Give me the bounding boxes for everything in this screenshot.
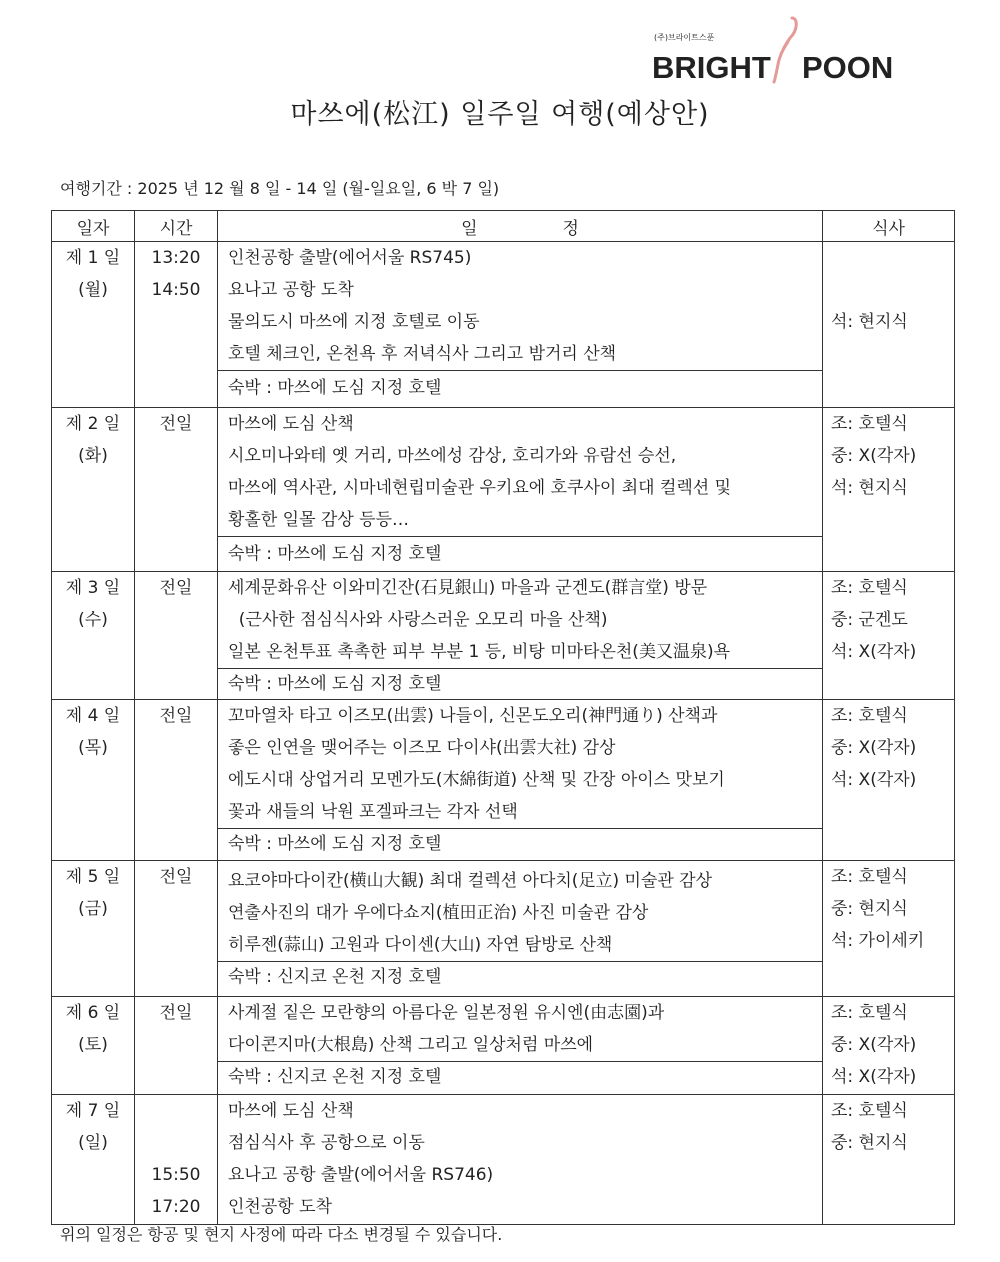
header-meal: 식사 [823, 211, 955, 242]
header-time: 시간 [135, 211, 218, 242]
time-cell [135, 408, 218, 572]
day-cell [52, 861, 135, 997]
meal-line: 조: 호텔식 [831, 867, 908, 887]
schedule-line: 마쓰에 도심 산책 [228, 414, 354, 434]
schedule-line: 요나고 공항 출발(에어서울 RS746) [228, 1165, 494, 1185]
schedule-line: 요나고 공항 도착 [228, 280, 354, 300]
logo-word-bright: BRIGHT [652, 50, 771, 85]
time-value: 13:20 [151, 248, 201, 268]
time-cell [135, 861, 218, 997]
table-header-row [52, 211, 955, 242]
schedule-cell [218, 408, 823, 572]
day-row [52, 1095, 955, 1225]
schedule-line: 마쓰에 역사관, 시마네현립미술관 우키요에 호쿠사이 최대 컬렉션 및 [228, 478, 732, 498]
schedule-line: 황홀한 일몰 감상 등등… [228, 510, 410, 530]
day-cell [52, 242, 135, 408]
day-cell [52, 1095, 135, 1225]
meal-line: 중: X(각자) [831, 738, 917, 758]
schedule-cell [218, 572, 823, 700]
weekday-label: (일) [78, 1133, 108, 1153]
page-title: 마쓰에(松江) 일주일 여행(예상안) [290, 99, 710, 130]
meal-line [831, 242, 954, 274]
meal-line: 조: 호텔식 [831, 1101, 908, 1121]
time-value: 전일 [159, 414, 193, 434]
meal-line: 조: 호텔식 [831, 706, 908, 726]
meal-line: 중: X(각자) [831, 1035, 917, 1055]
schedule-cell [218, 861, 823, 997]
time-value: 14:50 [151, 280, 201, 300]
time-value: 17:20 [151, 1197, 201, 1217]
company-logo [650, 14, 900, 86]
schedule-line: 호텔 체크인, 온천욕 후 저녁식사 그리고 밤거리 산책 [228, 344, 617, 364]
meal-cell [823, 1095, 955, 1225]
meal-cell [823, 700, 955, 861]
time-value: 전일 [159, 706, 193, 726]
meal-cell [823, 861, 955, 997]
time-value: 15:50 [151, 1165, 201, 1185]
time-value [135, 1095, 217, 1127]
meal-cell [823, 408, 955, 572]
meal-line: 중: 현지식 [831, 1133, 908, 1153]
meal-line: 중: X(각자) [831, 446, 917, 466]
schedule-line: 히루젠(蒜山) 고원과 다이센(大山) 자연 탐방로 산책 [228, 935, 613, 955]
meal-line: 석: X(각자) [831, 770, 917, 790]
day-row [52, 408, 955, 572]
header-schedule: 일 정 [218, 211, 823, 242]
schedule-line: 시오미나와테 옛 거리, 마쓰에성 감상, 호리가와 유람선 승선, [228, 446, 677, 466]
header-day: 일자 [52, 211, 135, 242]
time-value [135, 1127, 217, 1159]
weekday-label: (금) [78, 899, 108, 919]
day-label: 제 5 일 [65, 867, 121, 887]
meal-line: 조: 호텔식 [831, 578, 908, 598]
day-label: 제 2 일 [65, 414, 121, 434]
schedule-line: 꽃과 새들의 낙원 포겔파크는 각자 선택 [228, 802, 518, 822]
day-cell [52, 408, 135, 572]
meal-cell [823, 997, 955, 1095]
spoon-logo-icon [768, 14, 798, 86]
meal-line: 중: 현지식 [831, 899, 908, 919]
day-cell [52, 997, 135, 1095]
schedule-line: 사계절 짙은 모란향의 아름다운 일본정원 유시엔(由志園)과 [228, 1003, 665, 1023]
schedule-line: 세계문화유산 이와미긴잔(石見銀山) 마을과 군겐도(群言堂) 방문 [228, 578, 708, 598]
schedule-line: 일본 온천투표 촉촉한 피부 부분 1 등, 비탕 미마타온천(美又温泉)욕 [228, 642, 730, 662]
day-row [52, 572, 955, 700]
day-row [52, 700, 955, 861]
day-cell [52, 700, 135, 861]
day-label: 제 6 일 [65, 1003, 121, 1023]
day-label: 제 4 일 [65, 706, 121, 726]
itinerary-table [51, 210, 955, 1225]
meal-line: 석: 현지식 [831, 312, 908, 332]
schedule-line: 마쓰에 도심 산책 [228, 1101, 354, 1121]
schedule-line: 인천공항 도착 [228, 1197, 332, 1217]
schedule-line: 다이콘지마(大根島) 산책 그리고 일상처럼 마쓰에 [228, 1035, 594, 1055]
time-cell [135, 700, 218, 861]
weekday-label: (수) [78, 610, 108, 630]
day-row [52, 997, 955, 1095]
meal-line: 석: X(각자) [831, 1067, 917, 1087]
weekday-label: (목) [78, 738, 108, 758]
weekday-label: (토) [78, 1035, 108, 1055]
time-cell [135, 242, 218, 408]
meal-cell [823, 242, 955, 408]
schedule-line: 에도시대 상업거리 모멘가도(木綿街道) 산책 및 간장 아이스 맛보기 [228, 770, 725, 790]
meal-line [831, 274, 954, 306]
schedule-line: 연출사진의 대가 우에다쇼지(植田正治) 사진 미술관 감상 [228, 903, 649, 923]
schedule-line: 요코야마다이칸(横山大観) 최대 컬렉션 아다치(足立) 미술관 감상 [228, 871, 712, 891]
schedule-cell [218, 1095, 823, 1225]
weekday-label: (월) [78, 280, 108, 300]
meal-line: 조: 호텔식 [831, 414, 908, 434]
meal-cell [823, 572, 955, 700]
time-cell [135, 997, 218, 1095]
lodging-line: 숙박 : 마쓰에 도심 지정 호텔 [218, 668, 822, 699]
lodging-line: 숙박 : 마쓰에 도심 지정 호텔 [218, 536, 822, 571]
schedule-line: 인천공항 출발(에어서울 RS745) [228, 248, 472, 268]
lodging-line: 숙박 : 신지코 온천 지정 호텔 [218, 1061, 822, 1092]
meal-line: 조: 호텔식 [831, 1003, 908, 1023]
lodging-line: 숙박 : 마쓰에 도심 지정 호텔 [218, 370, 822, 405]
time-cell [135, 572, 218, 700]
day-label: 제 7 일 [65, 1101, 121, 1121]
day-row [52, 861, 955, 997]
day-row [52, 242, 955, 408]
time-value: 전일 [159, 867, 193, 887]
weekday-label: (화) [78, 446, 108, 466]
schedule-cell [218, 242, 823, 408]
schedule-line: 물의도시 마쓰에 지정 호텔로 이동 [228, 312, 480, 332]
time-cell [135, 1095, 218, 1225]
schedule-line: (근사한 점심식사와 사랑스러운 오모리 마을 산책) [228, 610, 608, 630]
time-value: 전일 [159, 1003, 193, 1023]
travel-period: 여행기간 : 2025 년 12 월 8 일 - 14 일 (월-일요일, 6 박 7 일) [60, 179, 500, 198]
day-label: 제 3 일 [65, 578, 121, 598]
meal-line: 중: 군겐도 [831, 610, 908, 630]
meal-line: 석: 가이세키 [831, 931, 925, 951]
time-value: 전일 [159, 578, 193, 598]
schedule-cell [218, 700, 823, 861]
day-label: 제 1 일 [65, 248, 121, 268]
meal-line: 석: X(각자) [831, 642, 917, 662]
logo-word-poon: POON [802, 50, 894, 85]
schedule-line: 좋은 인연을 맺어주는 이즈모 다이샤(出雲大社) 감상 [228, 738, 616, 758]
lodging-line: 숙박 : 신지코 온천 지정 호텔 [218, 961, 822, 992]
lodging-line: 숙박 : 마쓰에 도심 지정 호텔 [218, 828, 822, 860]
day-cell [52, 572, 135, 700]
meal-line: 석: 현지식 [831, 478, 908, 498]
footnote: 위의 일정은 항공 및 현지 사정에 따라 다소 변경될 수 있습니다. [60, 1225, 503, 1244]
schedule-line: 점심식사 후 공항으로 이동 [228, 1133, 425, 1153]
schedule-line: 꼬마열차 타고 이즈모(出雲) 나들이, 신몬도오리(神門通り) 산책과 [228, 706, 718, 726]
schedule-cell [218, 997, 823, 1095]
logo-company-name: (주)브라이트스푼 [654, 33, 715, 42]
